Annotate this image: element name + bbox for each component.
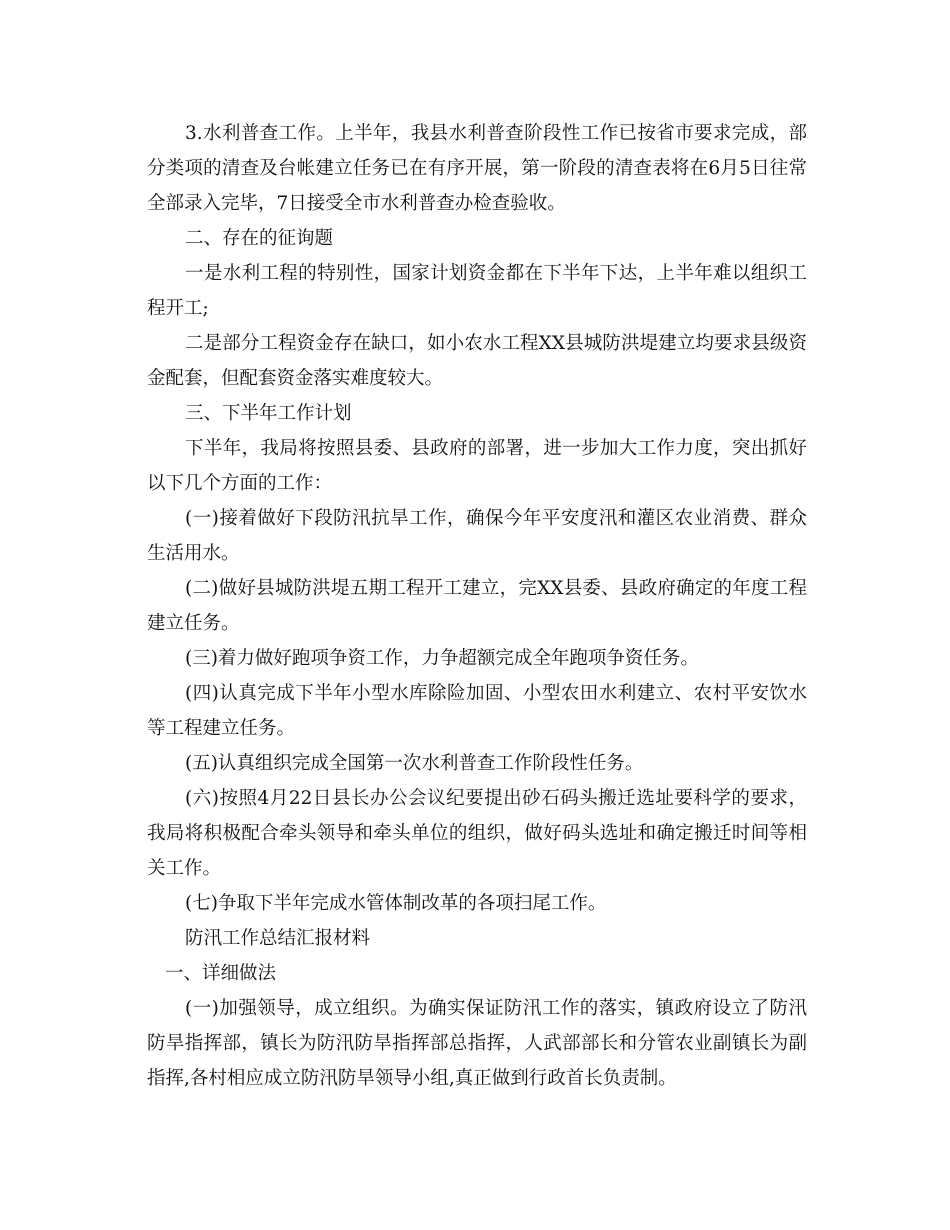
plan-item-5: (五)认真组织完成全国第一次水利普查工作阶段性任务。 <box>185 753 644 774</box>
paragraph-problem-two: 二是部分工程资金存在缺口，如小农水工程XX县城防洪堤建立均要求县级资金配套，但配套资金落实难度较大。 <box>147 333 807 389</box>
plan-item-2: (二)做好县城防洪堤五期工程开工建立，完XX县委、县政府确定的年度工程建立任务。 <box>147 578 807 634</box>
plan-item-3: (三)着力做好跑项争资工作，力争超额完成全年跑项争资任务。 <box>185 648 699 669</box>
document-body <box>147 116 807 1096</box>
paragraph-plan-intro: 下半年，我局将按照县委、县政府的部署，进一步加大工作力度，突出抓好以下几个方面的工作： <box>147 438 807 494</box>
section-heading-problems: 二、存在的征询题 <box>185 228 334 249</box>
paragraph-problem-one: 一是水利工程的特别性，国家计划资金都在下半年下达，上半年难以组织工程开工; <box>147 263 807 319</box>
paragraph-leadership: (一)加强领导，成立组织。为确实保证防汛工作的落实，镇政府设立了防汛防旱指挥部，镇长为防汛防旱指挥部总指挥，人武部部长和分管农业副镇长为副指挥,各村相应成立防汛防旱领导小组,真正做到行政首长负责制。 <box>147 998 807 1089</box>
section-heading-plan: 三、下半年工作计划 <box>185 403 352 424</box>
report-title: 防汛工作总结汇报材料 <box>185 928 371 949</box>
plan-item-7: (七)争取下半年完成水管体制改革的各项扫尾工作。 <box>185 893 607 914</box>
plan-item-1: (一)接着做好下段防汛抗旱工作，确保今年平安度汛和灌区农业消费、群众生活用水。 <box>147 508 807 564</box>
plan-item-6: (六)按照4月22日县长办公会议纪要提出砂石码头搬迁选址要科学的要求，我局将积极配合牵头领导和牵头单位的组织，做好码头选址和确定搬迁时间等相关工作。 <box>147 788 807 879</box>
plan-item-4: (四)认真完成下半年小型水库除险加固、小型农田水利建立、农村平安饮水等工程建立任务。 <box>147 683 807 739</box>
section-heading-methods: 一、详细做法 <box>165 963 277 984</box>
paragraph-water-survey: 3.水利普查工作。上半年，我县水利普查阶段性工作已按省市要求完成，部分类项的清查及台帐建立任务已在有序开展，第一阶段的清查表将在6月5日往常全部录入完毕，7日接受全市水利普查办检查验收。 <box>147 123 807 214</box>
